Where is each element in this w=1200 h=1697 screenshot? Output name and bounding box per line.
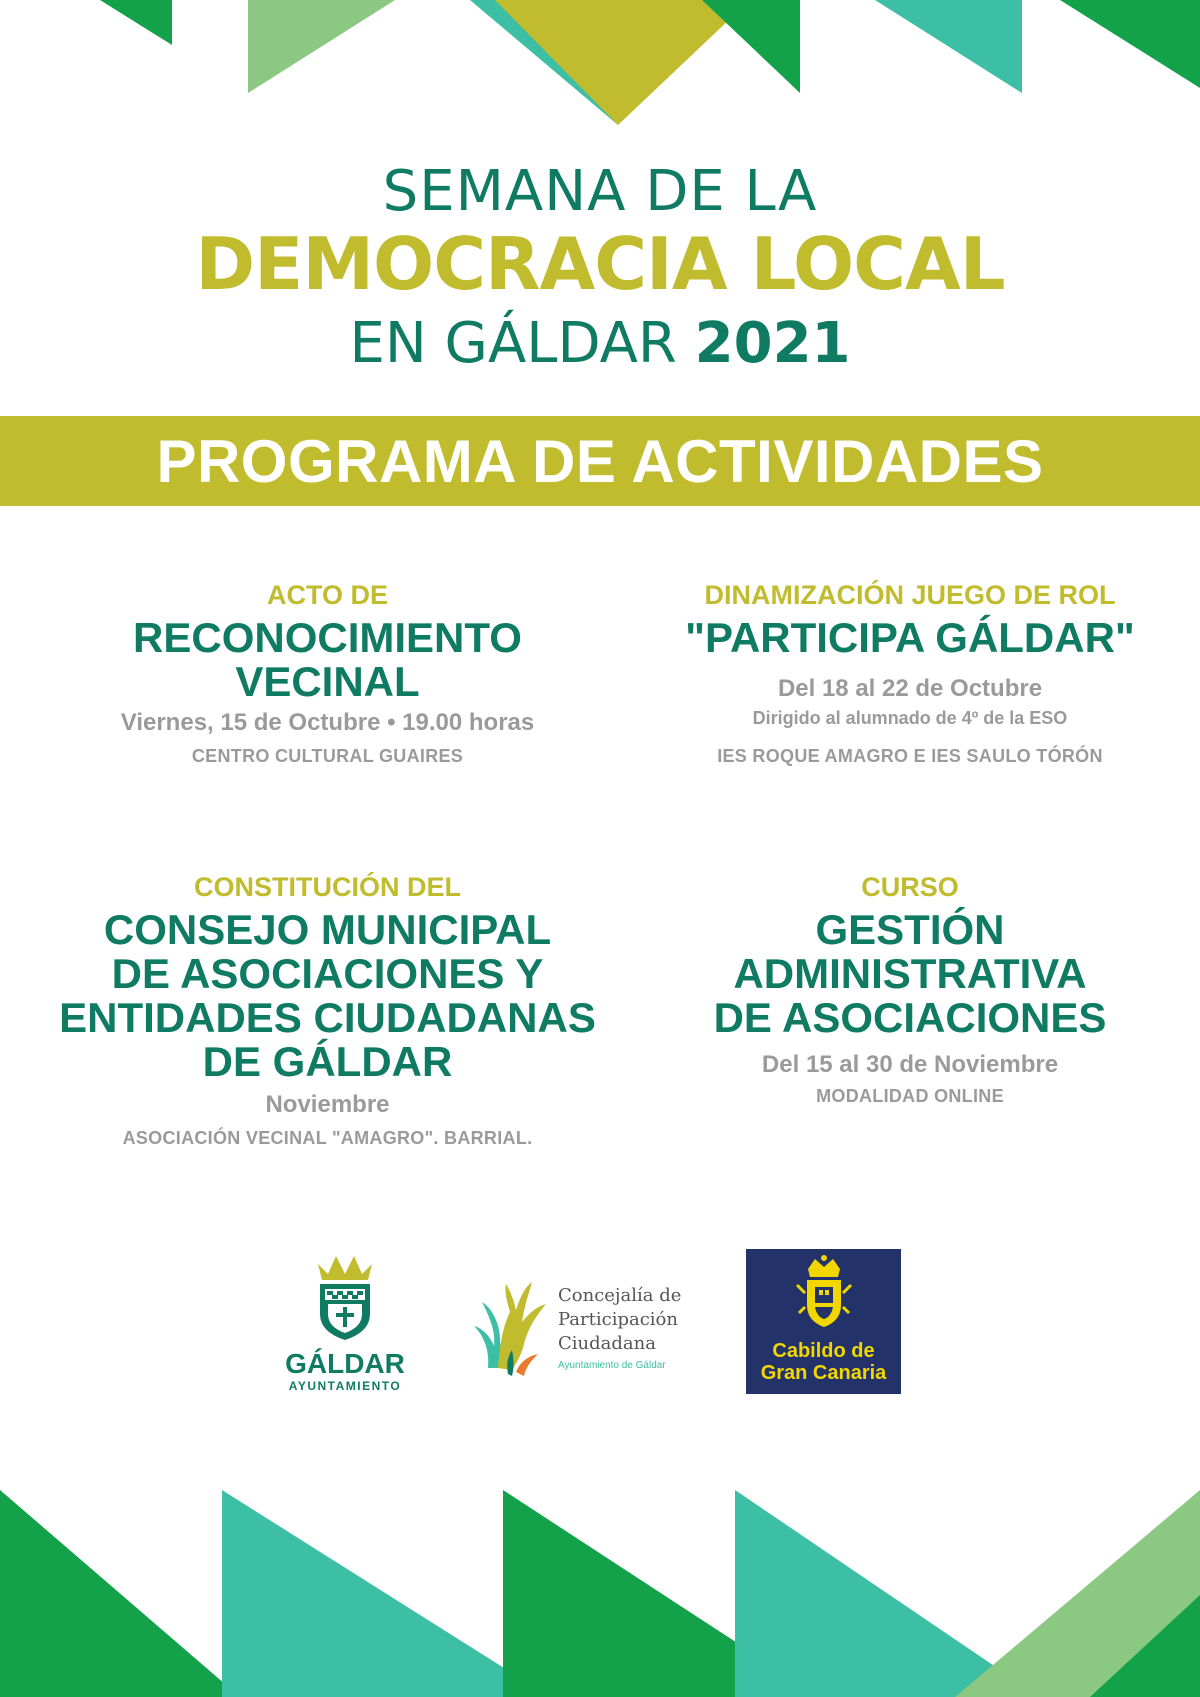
activity-heading-line: DE ASOCIACIONES (713, 994, 1107, 1041)
galdar-logo (270, 1252, 420, 1393)
activity-venue: ASOCIACIÓN VECINAL "AMAGRO". BARRIAL. (122, 1128, 533, 1148)
activity-gestion (630, 870, 1190, 1108)
activity-heading-line: CONSEJO MUNICIPAL (103, 906, 552, 953)
top-triangle-decoration (0, 0, 1200, 130)
concejalia-line-1: Concejalía de (558, 1285, 682, 1306)
concejalia-logo (468, 1268, 698, 1378)
activity-heading-line: ADMINISTRATIVA (733, 950, 1087, 997)
cabildo-crest-icon (793, 1255, 855, 1331)
activity-heading-line: DE GÁLDAR (202, 1038, 453, 1085)
activity-heading (20, 908, 635, 1084)
title-line-2: DEMOCRACIA LOCAL (195, 222, 1005, 306)
activity-heading-line: ENTIDADES CIUDADANAS (59, 994, 596, 1041)
cabildo-logo (746, 1249, 901, 1394)
activity-note: Dirigido al alumnado de 4º de la ESO (752, 708, 1068, 728)
cabildo-name (746, 1340, 901, 1384)
galdar-logo-sub: AYUNTAMIENTO (288, 1379, 402, 1393)
activity-kicker: ACTO DE (266, 580, 388, 610)
program-banner (0, 416, 1200, 506)
activity-kicker: DINAMIZACIÓN JUEGO DE ROL (704, 580, 1116, 610)
cabildo-line-2: Gran Canaria (760, 1362, 887, 1384)
activity-venue: CENTRO CULTURAL GUAIRES (191, 746, 464, 766)
program-banner-label: PROGRAMA DE ACTIVIDADES (156, 427, 1044, 495)
activity-heading (630, 616, 1190, 660)
cabildo-line-1: Cabildo de (772, 1340, 875, 1362)
concejalia-line-2: Participación (558, 1309, 678, 1330)
activity-date: Noviembre (265, 1091, 390, 1118)
title-line-1: SEMANA DE LA (382, 159, 818, 224)
activity-date: Del 18 al 22 de Octubre (777, 675, 1043, 702)
activity-heading-line: RECONOCIMIENTO (133, 614, 522, 661)
activity-venue: IES ROQUE AMAGRO E IES SAULO TÓRÓN (717, 746, 1103, 766)
bottom-triangle-decoration (0, 1490, 1200, 1697)
activity-reconocimiento (20, 578, 635, 768)
activity-kicker: CURSO (861, 872, 959, 902)
concejalia-sub: Ayuntamiento de Gáldar (558, 1360, 666, 1371)
activity-heading (630, 908, 1190, 1040)
event-title (0, 160, 1200, 384)
activity-heading-line: DE ASOCIACIONES Y (111, 950, 544, 997)
activity-heading-line: VECINAL (235, 658, 420, 705)
participation-hands-icon (468, 1268, 548, 1378)
activity-participa (630, 578, 1190, 768)
title-place: EN GÁLDAR (349, 311, 677, 376)
galdar-crest-icon (270, 1252, 420, 1340)
activity-heading-line: "PARTICIPA GÁLDAR" (685, 614, 1135, 661)
activity-heading-line: GESTIÓN (815, 906, 1005, 953)
activity-heading (20, 616, 635, 704)
title-line-3 (0, 304, 1200, 384)
activity-date: Viernes, 15 de Octubre • 19.00 horas (120, 709, 535, 736)
galdar-logo-name: GÁLDAR (285, 1348, 405, 1379)
activity-venue: MODALIDAD ONLINE (816, 1086, 1004, 1106)
title-year: 2021 (694, 311, 851, 376)
activity-date: Del 15 al 30 de Noviembre (761, 1051, 1059, 1078)
concejalia-name (558, 1284, 681, 1356)
activity-consejo (20, 870, 635, 1150)
concejalia-line-3: Ciudadana (558, 1333, 656, 1354)
activity-kicker: CONSTITUCIÓN DEL (194, 872, 461, 902)
